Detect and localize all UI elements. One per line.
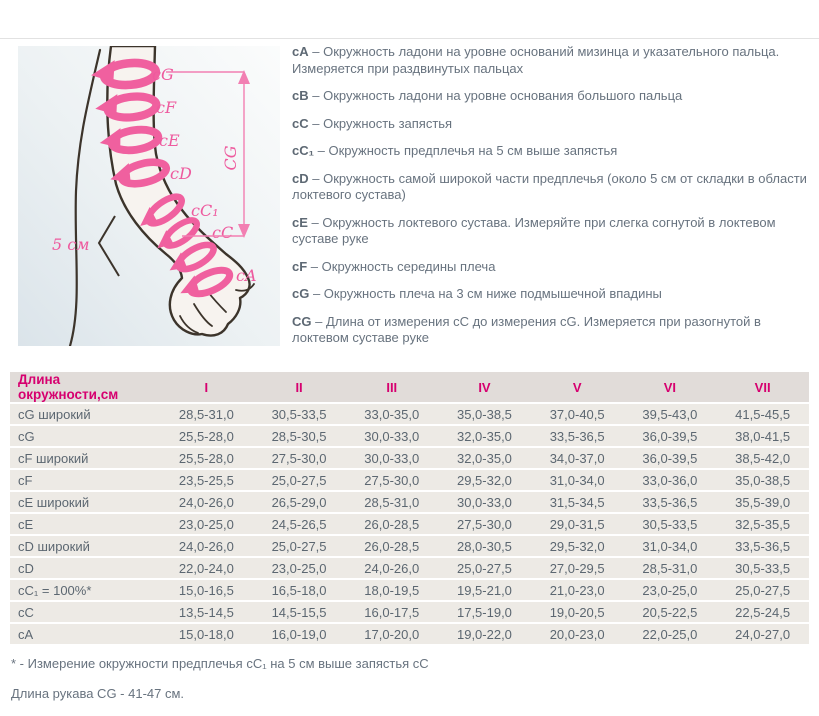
- size-range-cell: 25,5-28,0: [160, 426, 253, 446]
- size-range-cell: 13,5-14,5: [160, 602, 253, 622]
- size-range-cell: 27,5-30,0: [438, 514, 531, 534]
- size-range-cell: 33,0-35,0: [345, 404, 438, 424]
- size-range-cell: 20,0-23,0: [531, 624, 624, 644]
- size-column-header: I: [160, 372, 253, 402]
- top-divider: [0, 38, 819, 39]
- row-label: cC₁ = 100%*: [10, 580, 160, 600]
- size-range-cell: 24,0-26,0: [345, 558, 438, 578]
- footnote-sleeve-length: Длина рукава CG - 41-47 см.: [11, 686, 185, 701]
- size-range-cell: 30,5-33,5: [624, 514, 717, 534]
- size-range-cell: 15,0-18,0: [160, 624, 253, 644]
- size-range-cell: 21,0-23,0: [531, 580, 624, 600]
- size-range-cell: 36,0-39,5: [624, 448, 717, 468]
- label-cc1: cC₁: [191, 201, 219, 220]
- row-label: cE широкий: [10, 492, 160, 512]
- size-range-cell: 30,0-33,0: [438, 492, 531, 512]
- measurement-description-item: [292, 286, 816, 303]
- size-range-cell: 32,0-35,0: [438, 448, 531, 468]
- size-range-cell: 27,5-30,0: [253, 448, 346, 468]
- table-row: [10, 470, 809, 490]
- table-row: [10, 426, 809, 446]
- size-range-cell: 22,5-24,5: [716, 602, 809, 622]
- table-row: [10, 624, 809, 644]
- size-range-cell: 41,5-45,5: [716, 404, 809, 424]
- size-range-cell: 35,0-38,5: [716, 470, 809, 490]
- size-table-header-row: [10, 372, 809, 402]
- measurement-text: – Окружность середины плеча: [310, 258, 496, 274]
- size-column-header: III: [345, 372, 438, 402]
- size-range-cell: 28,5-31,0: [345, 492, 438, 512]
- label-cd: cD: [170, 164, 192, 183]
- size-range-cell: 30,5-33,5: [253, 404, 346, 424]
- row-label: cG широкий: [10, 404, 160, 424]
- size-range-cell: 15,0-16,5: [160, 580, 253, 600]
- table-row: [10, 602, 809, 622]
- size-range-cell: 25,5-28,0: [160, 448, 253, 468]
- measurement-code: cF: [292, 258, 308, 274]
- size-range-cell: 23,0-25,0: [160, 514, 253, 534]
- size-range-cell: 33,5-36,5: [531, 426, 624, 446]
- size-range-cell: 30,5-33,5: [716, 558, 809, 578]
- label-ce: cE: [159, 131, 180, 150]
- label-cg: cG: [152, 65, 174, 84]
- size-range-cell: 20,5-22,5: [624, 602, 717, 622]
- row-label: cD широкий: [10, 536, 160, 556]
- label-five-cm: 5 см: [52, 235, 90, 254]
- size-range-cell: 31,0-34,0: [624, 536, 717, 556]
- row-label: cD: [10, 558, 160, 578]
- size-range-cell: 33,5-36,5: [624, 492, 717, 512]
- measurement-description-item: [292, 116, 816, 133]
- measurement-text: – Окружность плеча на 3 см ниже подмышечной впадины: [312, 286, 662, 301]
- size-range-cell: 33,5-36,5: [716, 536, 809, 556]
- measurement-description-item: [292, 314, 816, 347]
- size-range-cell: 34,0-37,0: [531, 448, 624, 468]
- size-range-cell: 25,0-27,5: [716, 580, 809, 600]
- size-range-cell: 28,5-31,0: [160, 404, 253, 424]
- row-label: cG: [10, 426, 160, 446]
- size-range-cell: 33,0-36,0: [624, 470, 717, 490]
- size-range-cell: 19,5-21,0: [438, 580, 531, 600]
- size-range-cell: 26,0-28,5: [345, 536, 438, 556]
- measurement-code: CG: [292, 313, 312, 329]
- size-range-cell: 17,5-19,0: [438, 602, 531, 622]
- size-range-cell: 26,0-28,5: [345, 514, 438, 534]
- size-range-cell: 25,0-27,5: [253, 536, 346, 556]
- measurement-description-item: [292, 259, 816, 276]
- size-column-header: VI: [624, 372, 717, 402]
- size-range-cell: 19,0-22,0: [438, 624, 531, 644]
- row-label: cC: [10, 602, 160, 622]
- measurement-code: cC: [292, 115, 309, 131]
- size-column-header: IV: [438, 372, 531, 402]
- size-range-cell: 28,0-30,5: [438, 536, 531, 556]
- size-column-header: VII: [716, 372, 809, 402]
- size-range-cell: 31,5-34,5: [531, 492, 624, 512]
- measurement-code: cC₁: [292, 143, 314, 158]
- size-table: [10, 370, 809, 646]
- measurement-code: cB: [292, 88, 309, 103]
- footnote-asterisk: * - Измерение окружности предплечья cC₁ на 5 см выше запястья cC: [11, 656, 429, 671]
- table-row: [10, 558, 809, 578]
- measurement-code: cG: [292, 286, 310, 301]
- label-ca: cA: [236, 266, 257, 285]
- size-range-cell: 28,5-30,5: [253, 426, 346, 446]
- size-range-cell: 24,0-26,0: [160, 536, 253, 556]
- arm-diagram-svg: [18, 46, 280, 346]
- row-label: cF широкий: [10, 448, 160, 468]
- measurement-description-item: [292, 171, 816, 204]
- size-range-cell: 35,5-39,0: [716, 492, 809, 512]
- table-row: [10, 448, 809, 468]
- size-range-cell: 25,0-27,5: [253, 470, 346, 490]
- size-range-cell: 31,0-34,0: [531, 470, 624, 490]
- size-range-cell: 32,0-35,0: [438, 426, 531, 446]
- measurement-description-item: [292, 215, 816, 248]
- size-range-cell: 29,5-32,0: [438, 470, 531, 490]
- size-range-cell: 35,0-38,5: [438, 404, 531, 424]
- size-column-header: II: [253, 372, 346, 402]
- measurement-text: – Окружность ладони на уровне основания большого пальца: [312, 88, 683, 103]
- size-range-cell: 23,5-25,5: [160, 470, 253, 490]
- size-range-cell: 25,0-27,5: [438, 558, 531, 578]
- size-range-cell: 23,0-25,0: [624, 580, 717, 600]
- table-row: [10, 536, 809, 556]
- size-range-cell: 24,0-26,0: [160, 492, 253, 512]
- row-label: cE: [10, 514, 160, 534]
- row-label: cF: [10, 470, 160, 490]
- size-range-cell: 38,0-41,5: [716, 426, 809, 446]
- label-cc: cC: [212, 223, 234, 242]
- size-range-cell: 29,0-31,5: [531, 514, 624, 534]
- size-range-cell: 36,0-39,5: [624, 426, 717, 446]
- size-range-cell: 38,5-42,0: [716, 448, 809, 468]
- measurement-code: cA: [292, 44, 309, 59]
- measurement-code: cD: [292, 170, 309, 186]
- size-range-cell: 17,0-20,0: [345, 624, 438, 644]
- measurement-text: – Длина от измерения cC до измерения cG. Измеряется при разогнутой в локтевом суставе руке: [292, 313, 761, 345]
- footnotes: [11, 656, 791, 716]
- size-range-cell: 24,5-26,5: [253, 514, 346, 534]
- label-cf: cF: [156, 98, 177, 117]
- measurement-description-item: [292, 44, 816, 77]
- measurement-text: – Окружность самой широкой части предплечья (около 5 см от складки в области локтевого сустава): [292, 170, 807, 202]
- row-label: cA: [10, 624, 160, 644]
- size-range-cell: 39,5-43,0: [624, 404, 717, 424]
- measurement-descriptions: [292, 44, 816, 358]
- table-row: [10, 514, 809, 534]
- table-row: [10, 580, 809, 600]
- size-range-cell: 30,0-33,0: [345, 426, 438, 446]
- measurement-text: – Окружность локтевого сустава. Измеряйте при слегка согнутой в локтевом суставе руке: [292, 214, 776, 246]
- arm-measurement-diagram: [18, 46, 280, 346]
- size-range-cell: 32,5-35,5: [716, 514, 809, 534]
- measurement-code: cE: [292, 214, 308, 230]
- size-column-header: V: [531, 372, 624, 402]
- size-range-cell: 27,0-29,5: [531, 558, 624, 578]
- size-range-cell: 19,0-20,5: [531, 602, 624, 622]
- table-header-label: Длина окружности,см: [10, 372, 160, 402]
- size-range-cell: 16,0-19,0: [253, 624, 346, 644]
- size-range-cell: 22,0-24,0: [160, 558, 253, 578]
- size-range-cell: 27,5-30,0: [345, 470, 438, 490]
- measurement-description-item: [292, 88, 816, 105]
- size-range-cell: 37,0-40,5: [531, 404, 624, 424]
- size-range-cell: 16,0-17,5: [345, 602, 438, 622]
- size-range-cell: 26,5-29,0: [253, 492, 346, 512]
- size-range-cell: 28,5-31,0: [624, 558, 717, 578]
- size-range-cell: 18,0-19,5: [345, 580, 438, 600]
- size-range-cell: 30,0-33,0: [345, 448, 438, 468]
- size-range-cell: 24,0-27,0: [716, 624, 809, 644]
- size-table-body: [10, 404, 809, 644]
- size-range-cell: 23,0-25,0: [253, 558, 346, 578]
- measurement-text: – Окружность запястья: [312, 115, 453, 131]
- table-row: [10, 404, 809, 424]
- measurement-text: – Окружность ладони на уровне оснований мизинца и указательного пальца. Измеряется при раздвинутых пальцах: [292, 44, 780, 76]
- table-row: [10, 492, 809, 512]
- label-cg-length: CG: [221, 145, 240, 171]
- size-range-cell: 16,5-18,0: [253, 580, 346, 600]
- size-range-cell: 14,5-15,5: [253, 602, 346, 622]
- size-range-cell: 29,5-32,0: [531, 536, 624, 556]
- measurement-description-item: [292, 143, 816, 160]
- size-range-cell: 22,0-25,0: [624, 624, 717, 644]
- measurement-text: – Окружность предплечья на 5 см выше запястья: [317, 143, 618, 158]
